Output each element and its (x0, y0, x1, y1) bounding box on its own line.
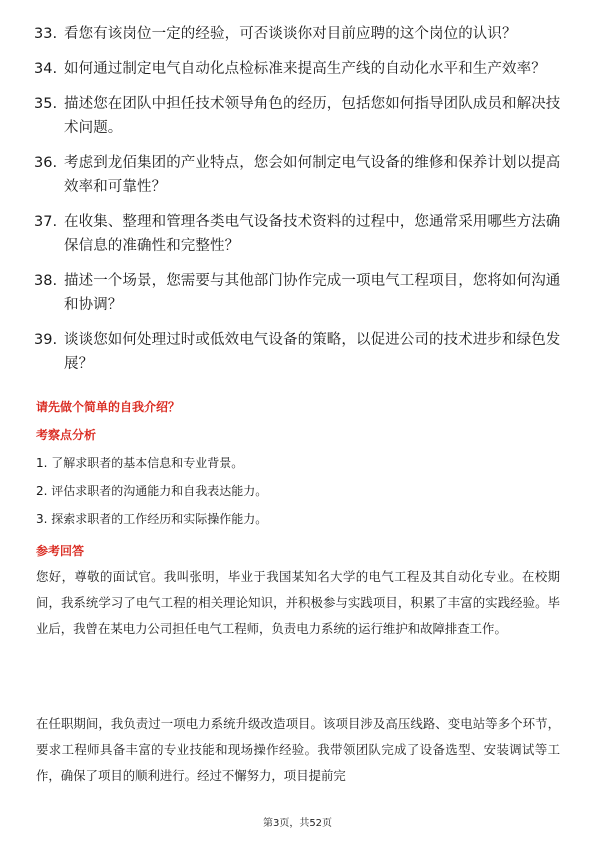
analysis-heading: 考察点分析 (36, 428, 97, 442)
question-item (34, 22, 562, 46)
reference-answer-heading: 参考回答 (36, 544, 85, 558)
question-item (34, 151, 562, 199)
question-item (34, 92, 562, 140)
question-number: 33. (34, 26, 58, 42)
question-number: 34. (34, 61, 58, 77)
intro-question-heading: 请先做个简单的自我介绍？ (36, 400, 181, 414)
question-text: 如何通过制定电气自动化点检标准来提高生产线的自动化水平和生产效率？ (64, 61, 546, 77)
question-text: 描述您在团队中担任技术领导角色的经历，包括您如何指导团队成员和解决技术问题。 (64, 96, 561, 136)
question-item (34, 269, 562, 317)
analysis-point: 1. 了解求职者的基本信息和专业背景。 (36, 456, 244, 470)
question-text: 描述一个场景，您需要与其他部门协作完成一项电气工程项目，您将如何沟通和协调？ (64, 273, 561, 313)
analysis-point: 3. 探索求职者的工作经历和实际操作能力。 (36, 512, 268, 526)
question-text: 谈谈您如何处理过时或低效电气设备的策略，以促进公司的技术进步和绿色发展？ (64, 332, 561, 372)
page-footer: 第3页，共52页 (262, 818, 333, 829)
question-number: 39. (34, 332, 58, 348)
answer-paragraph: 您好，尊敬的面试官。我叫张明，毕业于我国某知名大学的电气工程及其自动化专业。在校期间，我系统学习了电气工程的相关理论知识，并积极参与实践项目，积累了丰富的实践经验。毕业后，我曾在某电力公司担任电气工程师，负责电力系统的运行维护和故障排查工作。 (36, 569, 560, 636)
question-item (34, 57, 562, 81)
question-number: 35. (34, 96, 58, 112)
question-text: 在收集、整理和管理各类电气设备技术资料的过程中，您通常采用哪些方法确保信息的准确性和完整性？ (64, 214, 561, 254)
question-number: 37. (34, 214, 58, 230)
answer-paragraph: 在任职期间，我负责过一项电力系统升级改造项目。该项目涉及高压线路、变电站等多个环节，要求工程师具备丰富的专业技能和现场操作经验。我带领团队完成了设备选型、安装调试等工作，确保了项目的顺利进行。经过不懈努力，项目提前完 (36, 716, 560, 783)
question-item (34, 328, 562, 376)
question-item (34, 210, 562, 258)
question-number: 38. (34, 273, 58, 289)
question-list (34, 22, 562, 387)
question-number: 36. (34, 155, 58, 171)
question-text: 看您有该岗位一定的经验，可否谈谈你对目前应聘的这个岗位的认识？ (64, 26, 517, 42)
question-text: 考虑到龙佰集团的产业特点，您会如何制定电气设备的维修和保养计划以提高效率和可靠性？ (64, 155, 561, 195)
analysis-point: 2. 评估求职者的沟通能力和自我表达能力。 (36, 484, 268, 498)
